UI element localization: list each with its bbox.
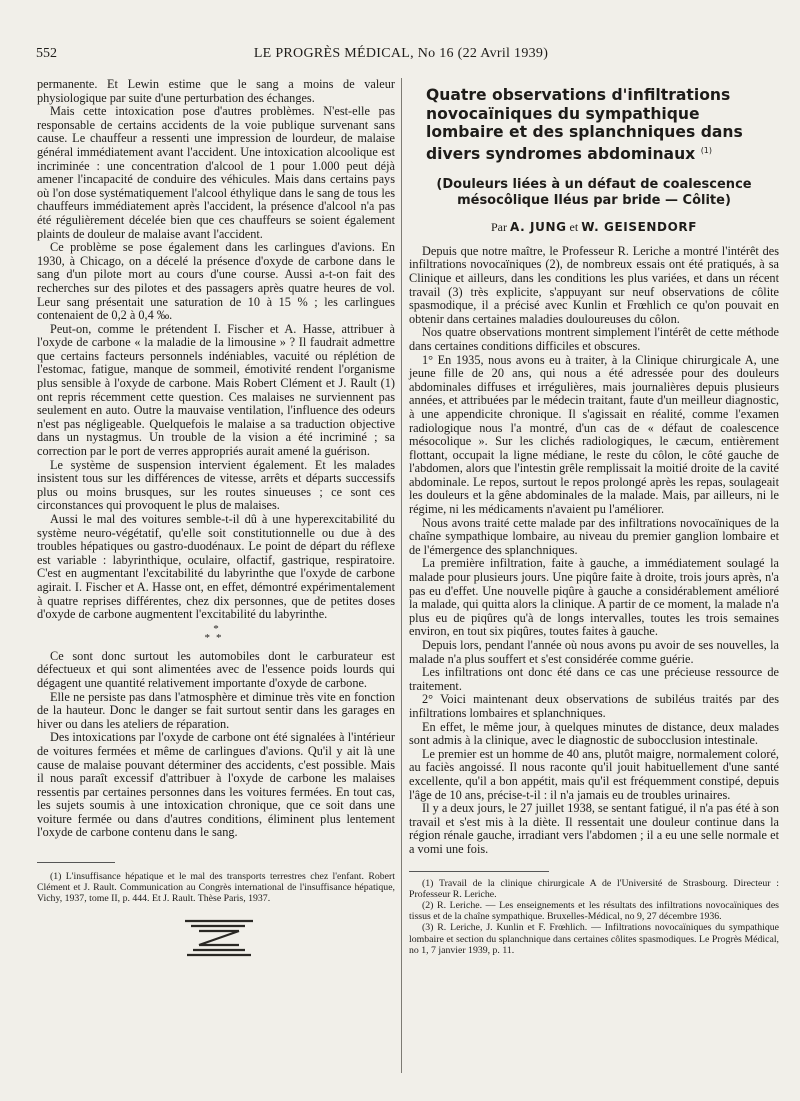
section-separator [37, 622, 395, 644]
running-head: LE PROGRÈS MÉDICAL, No 16 (22 Avril 1939) [253, 46, 549, 61]
paragraph: La première infiltration, faite à gauche, a immédiatement soulagé la malade pour plusieurs jours. Une piqûre faite à droite, trois jours après, n'a pas eu d'effet. Une nouvelle piqûre à gauche a considérablement amélioré la malade, qui quitta alors la clinique. A partir de ce moment, la malade n'a plus eu de piqûres qu'à de longs intervalles, toutes les trois semaines environ, en tout six piqûres, toutes faites à gauche. [409, 556, 779, 639]
paragraph: 1° En 1935, nous avons eu à traiter, à la Clinique chirurgicale A, une jeune fille de 20 ans, qui nous a été adressée pour des douleurs abdominales diffuses et irrégulières, mais journalières depuis plusieurs années, et attribuées par le médecin traitant, faute d'un meilleur diagnostic, à une appendicite chronique. Il s'agissait en réalité, comme l'examen radiologique nous l'a montré, d'un cas de « défaut de coalescence mésocolique ». Sur les clichés radiologiques, le cæcum, entièrement flottant, occupait la ligne médiane, le reste du côlon, le côté gauche de l'abdomen, alors que l'intestin grêle remplissait la moitié droite de la cavité abdominale. Le repos, surtout le repos prolongé après les repas, soulageait les douleurs et la gêne abdominales de la malade. Mais, par ailleurs, ni le régime, ni les médicaments n'avaient pu l'améliorer. [409, 352, 779, 517]
separator-stars: ** [204, 631, 228, 644]
paragraph: Aussi le mal des voitures semble-t-il dû à une hyperexcitabilité du système neuro-végétatif, qu'elle soit constitutionnelle ou due à des troubles hépatiques ou gastro-duodénaux. Le point de départ du réflexe est variable : labyrinthique, oculaire, olfactif, gastrique, respiratoire. C'est en augmentant l'excitabilité du labyrinthe que l'oxyde de carbone agirait. I. Fischer et A. Hasse ont, en effet, démontré expérimentalement à quatre reprises différentes, chez dix personnes, que de petites doses d'oxyde de carbone augmentent l'excitabilité du labyrinthe. [37, 512, 395, 622]
paragraph: permanente. Et Lewin estime que le sang a moins de valeur physiologique par suite d'une perturbation des échanges. [37, 77, 395, 105]
paragraph: Ce problème se pose également dans les carlingues d'avions. En 1930, à Chicago, on a décelé la présence d'oxyde de carbone dans le sang d'un pilote mort au cours d'une course. Aussi a-t-on fait des recherches sur des pilotes et des passagers après quatre heures de vol. Leur sang présentait une saturation de 10 à 15 % ; les carlingues contenaient de 0,2 à 0,4 ‰. [37, 240, 395, 323]
page-header [36, 46, 766, 68]
paragraph: Mais cette intoxication pose d'autres problèmes. N'est-elle pas responsable de certains accidents de la voie publique survenant sans cause. Le chauffeur a ressenti une impression de lourdeur, de malaise général immédiatement avant l'accident. Une intoxication alcoolique est incriminée : une concentration d'alcool de 1 pour 1.000 peut déjà amener l'incapacité de conduire des véhicules. Mais dans certains pays où l'on dose systématiquement l'alcool éthylique dans le sang de tous les chauffeurs immédiatement après l'accident, la présence d'alcool n'a pas été régulièrement décelée bien que ces chauffeurs se soient également plaints de douleur de malaise avant l'accident. [37, 104, 395, 241]
separator-star: * [213, 622, 219, 635]
paragraph: Ce sont donc surtout les automobiles dont le carburateur est défectueux et qui sont alimentées avec de l'essence poids lourds qui dégagent une quantité relativement importante d'oxyde de carbone. [37, 648, 395, 690]
paragraph: Le système de suspension intervient également. Et les malades insistent tous sur les différences de vitesse, arrêts et départs successifs plus ou moins brusques, sur les routes sinueuses ; ce sont ces circonstances qui provoquent le plus de malaises. [37, 457, 395, 513]
footnote: (3) R. Leriche, J. Kunlin et F. Frœhlich. — Infiltrations novocaïniques du sympathique lombaire et section du splanchnique dans certaines côlites spasmodiques. Le Progrès Médical, no 1, 7 janvier 1939, p. 11. [409, 922, 779, 956]
footnote: (2) R. Leriche. — Les enseignements et les résultats des infiltrations novocaïniques des tissus et de la chaîne sympathique. Bruxelles-Médical, no 9, 27 décembre 1936. [409, 899, 779, 923]
paragraph: Le premier est un homme de 40 ans, plutôt maigre, normalement coloré, au faciès angoissé. Il nous raconte qu'il jouit habituellement d'une santé excellente, qu'il a bon appétit, mais qu'il est fréquemment constipé, depuis l'âge de 10 ans, précise-t-il : il n'a jamais eu de troubles urinaires. [409, 746, 779, 802]
article-subtitle: (Douleurs liées à un défaut de coalescence mésocôlique Iléus par bride — Côlite) [436, 177, 752, 209]
end-ornament-icon [179, 917, 259, 959]
paragraph: Nous avons traité cette malade par des infiltrations novocaïniques de la chaîne sympathique lombaire, au niveau du premier ganglion lombaire et de l'émergence des splanchniques. [409, 515, 779, 557]
page-number: 552 [36, 46, 57, 61]
left-column [37, 78, 395, 962]
byline-prefix: Par [490, 220, 507, 235]
article-title-text: Quatre observations d'infiltrations novocaïniques du sympathique lombaire et des splanchniques dans divers syndromes abdominaux [426, 86, 743, 163]
paragraph: Elle ne persiste pas dans l'atmosphère et diminue très vite en fonction de la hauteur. Donc le danger se fait surtout sentir dans les garages en hiver ou dans les ateliers de réparation. [37, 689, 395, 731]
paragraph: En effet, le même jour, à quelques minutes de distance, deux malades sont admis à la clinique, avec le diagnostic de subocclusion intestinale. [409, 719, 779, 748]
right-column [409, 78, 779, 956]
title-footnote-ref: (1) [700, 145, 713, 155]
paragraph: Nos quatre observations montrent simplement l'intérêt de cette méthode dans certaines conditions difficiles et obscures. [409, 325, 779, 353]
column-divider [401, 78, 402, 1073]
footnote-divider [37, 862, 115, 863]
paragraph: Depuis que notre maître, le Professeur R. Leriche a montré l'intérêt des infiltrations novocaïniques (2), de nombreux essais ont été pratiqués, à sa Clinique et ailleurs, dans les conditions les plus variées, et dans un récent travail (3) très explicite, s'appuyant sur neuf observations de côlite spasmodique, il a précisé avec Kunlin et Frœhlich ce qu'on pouvait en obtenir dans certaines maladies douloureuses du côlon. [409, 243, 779, 326]
byline [409, 221, 779, 235]
paragraph: Il y a deux jours, le 27 juillet 1938, se sentant fatigué, il n'a pas été à son travail et s'est mis à la diète. Il ressentait une douleur continue dans la région rénale gauche, irradiant vers l'abdomen ; il a eu une selle normale et a vomi une fois. [409, 801, 779, 856]
paragraph: Peut-on, comme le prétendent I. Fischer et A. Hasse, attribuer à l'oxyde de carbone « la maladie de la limousine » ? Il faudrait admettre que certains facteurs personnels indéniables, vacuité ou réplétion de l'estomac, fatigue, manque de sommeil, émotivité rendent l'organisme plus sensible à l'oxyde de carbone. Mais Robert Clément et J. Rault (1) ont repris récemment cette question. Ces malaises ne surviennent pas seulement en auto. Outre la mauvaise ventilation, l'influence des odeurs n'est pas négligeable. Quelquefois le malaise a sa traduction objective dans un nystagmus. Un trouble de la vision a été incriminé ; sa correction par le port de verres appropriés aurait amené la guérison. [37, 321, 395, 459]
paragraph: Depuis lors, pendant l'année où nous avons pu avoir de ses nouvelles, la malade n'a plus souffert et s'est considérée comme guérie. [409, 638, 779, 666]
paragraph: Les infiltrations ont donc été dans ce cas une précieuse ressource de traitement. [409, 665, 779, 693]
author-name: A. JUNG [509, 220, 567, 235]
article-title [426, 86, 779, 163]
byline-conjunction: et [569, 220, 579, 235]
footnote: (1) L'insuffisance hépatique et le mal des transports terrestres chez l'enfant. Robert Clément et J. Rault. Communication au Congrès international de l'insuffisance hépatique, Vichy, 1937, tome II, p. 444. Et J. Rault. Thèse Paris, 1937. [37, 871, 395, 905]
footnote: (1) Travail de la clinique chirurgicale A de l'Université de Strasbourg. Directeur : Professeur R. Leriche. [409, 877, 779, 900]
footnote-divider [409, 871, 549, 872]
author-name: W. GEISENDORF [581, 220, 698, 235]
paragraph: Des intoxications par l'oxyde de carbone ont été signalées à l'intérieur de voitures fermées et même de carlingues d'avions. Qu'il y ait là une cause de malaise pouvant déterminer des accidents, c'est possible. Mais il nous paraît excessif d'attribuer à l'oxyde de carbone les malaises ressentis par certaines personnes dans les voitures fermées. En tout cas, les sujets soumis à une intoxication chronique, que ce soit dans une voiture fermée ou dans d'autres conditions, éliminent plus lentement l'oxyde de carbone contenu dans le sang. [37, 730, 395, 840]
paragraph: 2° Voici maintenant deux observations de subiléus traités par des infiltrations lombaires et splanchniques. [409, 692, 779, 720]
